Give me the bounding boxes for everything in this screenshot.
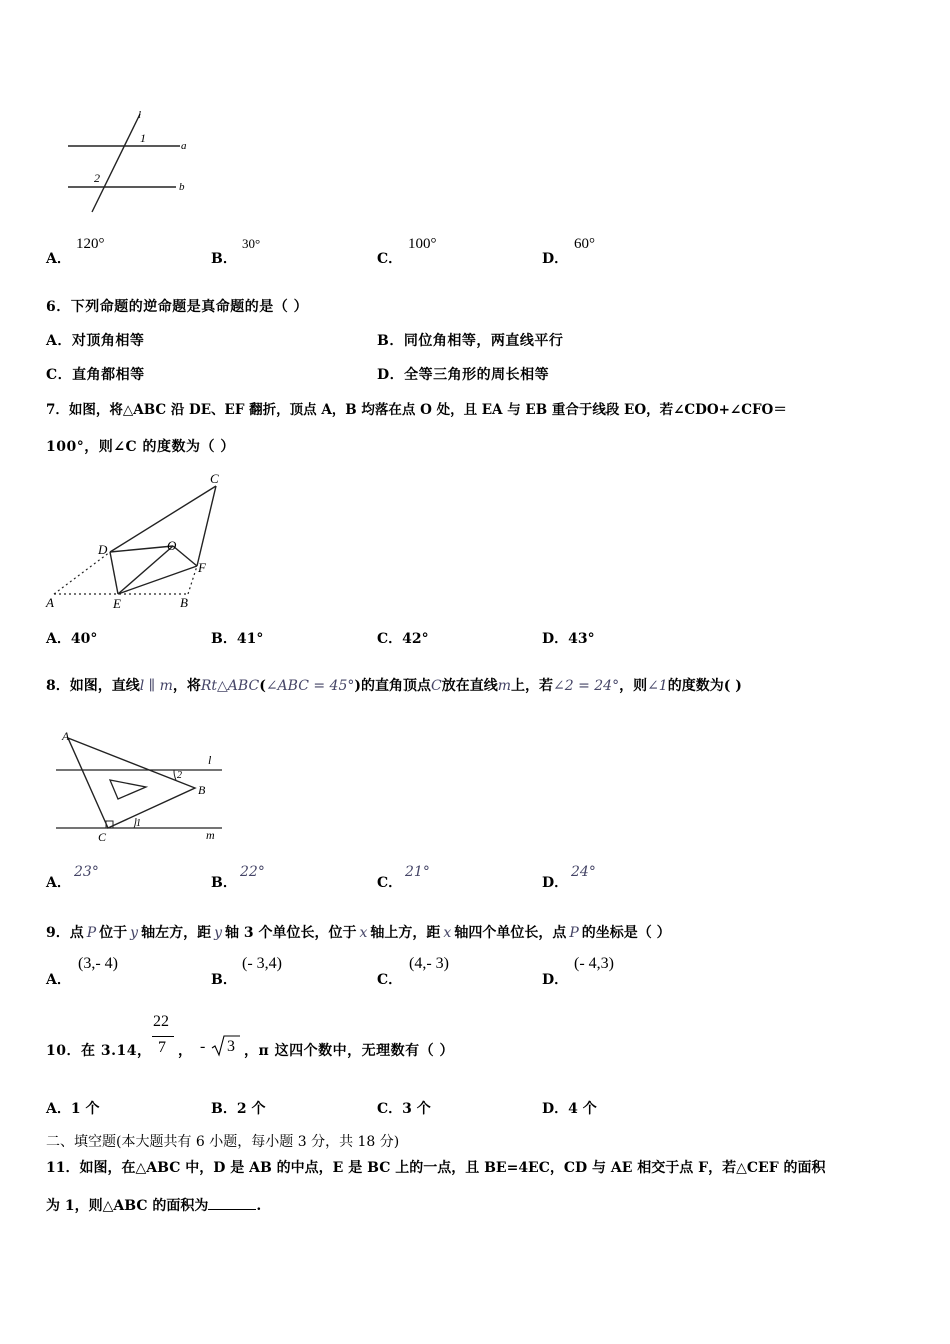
q7-label-d: D	[98, 542, 108, 557]
option-letter: A．	[46, 251, 71, 267]
q10-option-d[interactable]	[542, 1098, 597, 1118]
q5-label-b: b	[179, 181, 185, 193]
stem-text: 放在直线	[441, 678, 498, 694]
math-x: x	[443, 925, 452, 941]
q10-option-c[interactable]	[377, 1098, 431, 1118]
stem-text: 轴左方，距	[141, 925, 212, 941]
math-p: P	[86, 925, 97, 941]
q5-label-a: a	[181, 140, 187, 152]
stem-text: 的坐标是（ ）	[581, 925, 671, 941]
option-letter: C．	[377, 251, 403, 267]
option-letter: C．	[377, 875, 403, 891]
stem-text: )的直角顶点	[354, 678, 431, 694]
math-angle-abc: ∠ABC = 45°	[265, 678, 355, 694]
q10-fraction-denominator: 7	[158, 1039, 166, 1056]
q9-option-a[interactable]	[46, 969, 71, 989]
option-text: 对顶角相等	[71, 333, 145, 349]
q7-option-d[interactable]	[542, 628, 595, 648]
q5-parallel-lines-figure	[60, 108, 200, 216]
q9-option-d-value: (- 4,3)	[574, 955, 614, 972]
q5-option-a[interactable]	[46, 248, 71, 268]
option-text: 全等三角形的周长相等	[404, 367, 550, 383]
math-angle-2: ∠2 = 24°	[552, 678, 620, 694]
q8-triangle-parallel-figure	[50, 724, 230, 844]
option-letter: B．	[211, 631, 237, 647]
q8-option-c-value: 21°	[405, 864, 430, 880]
q5-option-c-value: 100°	[408, 236, 437, 252]
q10-fraction-numerator: 22	[153, 1013, 169, 1030]
math-c: C	[430, 678, 442, 694]
stem-text: 轴四个单位长，点	[454, 925, 567, 941]
math-y: y	[130, 925, 139, 941]
q8-option-b-value: 22°	[240, 864, 265, 880]
option-letter: A．	[46, 972, 71, 988]
q7-label-b: B	[180, 595, 188, 610]
q5-option-d[interactable]	[542, 248, 568, 268]
stem-text: 位于	[99, 925, 128, 941]
stem-text: 9．点	[46, 925, 84, 941]
math-m: m	[497, 678, 511, 694]
stem-text: ，则	[619, 678, 648, 694]
q10-stem-c: ，π 这四个数中，无理数有（ ）	[244, 1043, 454, 1059]
q6-option-c[interactable]	[46, 364, 145, 384]
q5-option-d-value: 60°	[574, 236, 595, 252]
q5-label-1: 1	[140, 131, 146, 145]
q8-option-d[interactable]	[542, 872, 568, 892]
stem-text: 的度数为( )	[667, 678, 742, 694]
option-letter: B．	[211, 972, 237, 988]
option-value: 2 个	[236, 1101, 266, 1117]
stem-text: 轴 3 个单位长，位于	[225, 925, 357, 941]
q8-option-c[interactable]	[377, 872, 402, 892]
q7-label-a: A	[46, 595, 54, 610]
q7-option-a[interactable]	[46, 628, 97, 648]
option-value: 40°	[70, 631, 98, 647]
option-letter: A．	[46, 1101, 71, 1117]
stem-text: (	[259, 678, 266, 694]
option-letter: D．	[542, 1101, 569, 1117]
q11-stem-line2	[46, 1195, 261, 1215]
q10-sqrt-argument: 3	[227, 1038, 235, 1055]
q5-option-b[interactable]	[211, 248, 237, 268]
option-letter: A．	[46, 875, 71, 891]
math-rt-triangle: Rt△ABC	[200, 678, 260, 694]
math-x: x	[359, 925, 368, 941]
q8-option-b[interactable]	[211, 872, 237, 892]
q7-option-b[interactable]	[211, 628, 263, 648]
q8-label-a: A	[62, 729, 70, 743]
q10-option-b[interactable]	[211, 1098, 265, 1118]
q5-label-2: 2	[94, 171, 100, 185]
q8-label-c: C	[98, 830, 107, 844]
q7-stem-line2: 100°，则∠C 的度数为（ ）	[46, 439, 235, 455]
option-letter: D．	[542, 631, 569, 647]
section-heading: 二、填空题(本大题共有 6 小题，每小题 3 分，共 18 分)	[46, 1134, 400, 1150]
q10-fraction-bar	[152, 1036, 174, 1037]
q9-option-b-value: (- 3,4)	[242, 955, 282, 972]
q10-stem-a: 10．在 3.14，	[46, 1043, 152, 1059]
option-letter: C．	[46, 367, 73, 383]
q9-option-a-value: (3,- 4)	[78, 955, 118, 972]
stem-text: 8．如图，直线	[46, 678, 140, 694]
math-l-parallel-m: l ∥ m	[139, 678, 173, 694]
q8-label-l: l	[208, 753, 212, 767]
option-letter: C．	[377, 1101, 403, 1117]
q9-option-d[interactable]	[542, 969, 568, 989]
q6-stem: 6．下列命题的逆命题是真命题的是（ ）	[46, 299, 309, 315]
q8-label-m: m	[206, 828, 215, 842]
math-angle-1: ∠1	[647, 678, 668, 694]
q10-stem-b: ，	[178, 1043, 193, 1059]
q9-option-c-value: (4,- 3)	[409, 955, 449, 972]
q7-label-c: C	[210, 471, 219, 486]
q10-negative-sign: -	[200, 1038, 206, 1055]
q5-label-l: l	[138, 109, 142, 121]
option-value: 4 个	[568, 1101, 597, 1117]
q8-option-a[interactable]	[46, 872, 71, 892]
option-value: 1 个	[70, 1101, 100, 1117]
q8-option-d-value: 24°	[571, 864, 596, 880]
stem-text: ，将	[172, 678, 201, 694]
option-letter: A．	[46, 333, 72, 349]
option-text: 同位角相等，两直线平行	[403, 333, 564, 349]
q8-stem	[46, 675, 742, 695]
option-text: 直角都相等	[72, 367, 145, 383]
option-value: 41°	[236, 631, 264, 647]
option-value: 3 个	[402, 1101, 431, 1117]
q8-label-1: 1	[136, 818, 141, 829]
option-letter: C．	[377, 631, 403, 647]
option-value: 42°	[402, 631, 429, 647]
stem-text: .	[256, 1198, 262, 1214]
q7-stem-line1: 7．如图，将△ABC 沿 DE、EF 翻折，顶点 A，B 均落在点 O 处，且 EA 与 EB 重合于线段 EO，若∠CDO+∠CFO＝	[46, 402, 787, 418]
option-letter: D．	[542, 972, 569, 988]
q11-stem-line1: 11．如图，在△ABC 中，D 是 AB 的中点，E 是 BC 上的一点，且 BE=4EC，CD 与 AE 相交于点 F，若△CEF 的面积	[46, 1160, 826, 1176]
option-letter: D．	[542, 251, 569, 267]
q8-label-b: B	[198, 783, 206, 797]
q7-option-c[interactable]	[377, 628, 429, 648]
q7-label-o: O	[167, 538, 177, 553]
math-p: P	[569, 925, 579, 941]
answer-blank[interactable]	[208, 1197, 256, 1210]
option-letter: A．	[46, 631, 71, 647]
option-letter: B．	[377, 333, 404, 349]
q10-sqrt-icon	[211, 1034, 241, 1058]
q6-option-b[interactable]	[377, 330, 563, 350]
q5-option-a-value: 120°	[76, 236, 105, 252]
q5-option-c[interactable]	[377, 248, 402, 268]
q5-option-b-value: 30°	[242, 236, 261, 251]
q6-option-a[interactable]	[46, 330, 144, 350]
option-letter: B．	[211, 251, 237, 267]
q6-option-d[interactable]	[377, 364, 549, 384]
option-letter: B．	[211, 875, 237, 891]
stem-text: 为 1，则△ABC 的面积为	[46, 1198, 209, 1214]
option-letter: D．	[377, 367, 405, 383]
q8-label-2: 2	[177, 770, 182, 781]
stem-text: 轴上方，距	[370, 925, 441, 941]
q9-stem	[46, 922, 671, 942]
option-letter: B．	[211, 1101, 237, 1117]
stem-text: 上，若	[510, 678, 553, 694]
option-value: 43°	[568, 631, 595, 647]
math-y: y	[214, 925, 223, 941]
q7-label-f: F	[198, 560, 206, 575]
q10-option-a[interactable]	[46, 1098, 100, 1118]
q8-option-a-value: 23°	[74, 864, 99, 880]
q7-triangle-fold-figure	[40, 466, 240, 614]
q7-label-e: E	[113, 596, 121, 611]
q9-option-b[interactable]	[211, 969, 237, 989]
option-letter: D．	[542, 875, 569, 891]
q9-option-c[interactable]	[377, 969, 402, 989]
option-letter: C．	[377, 972, 403, 988]
